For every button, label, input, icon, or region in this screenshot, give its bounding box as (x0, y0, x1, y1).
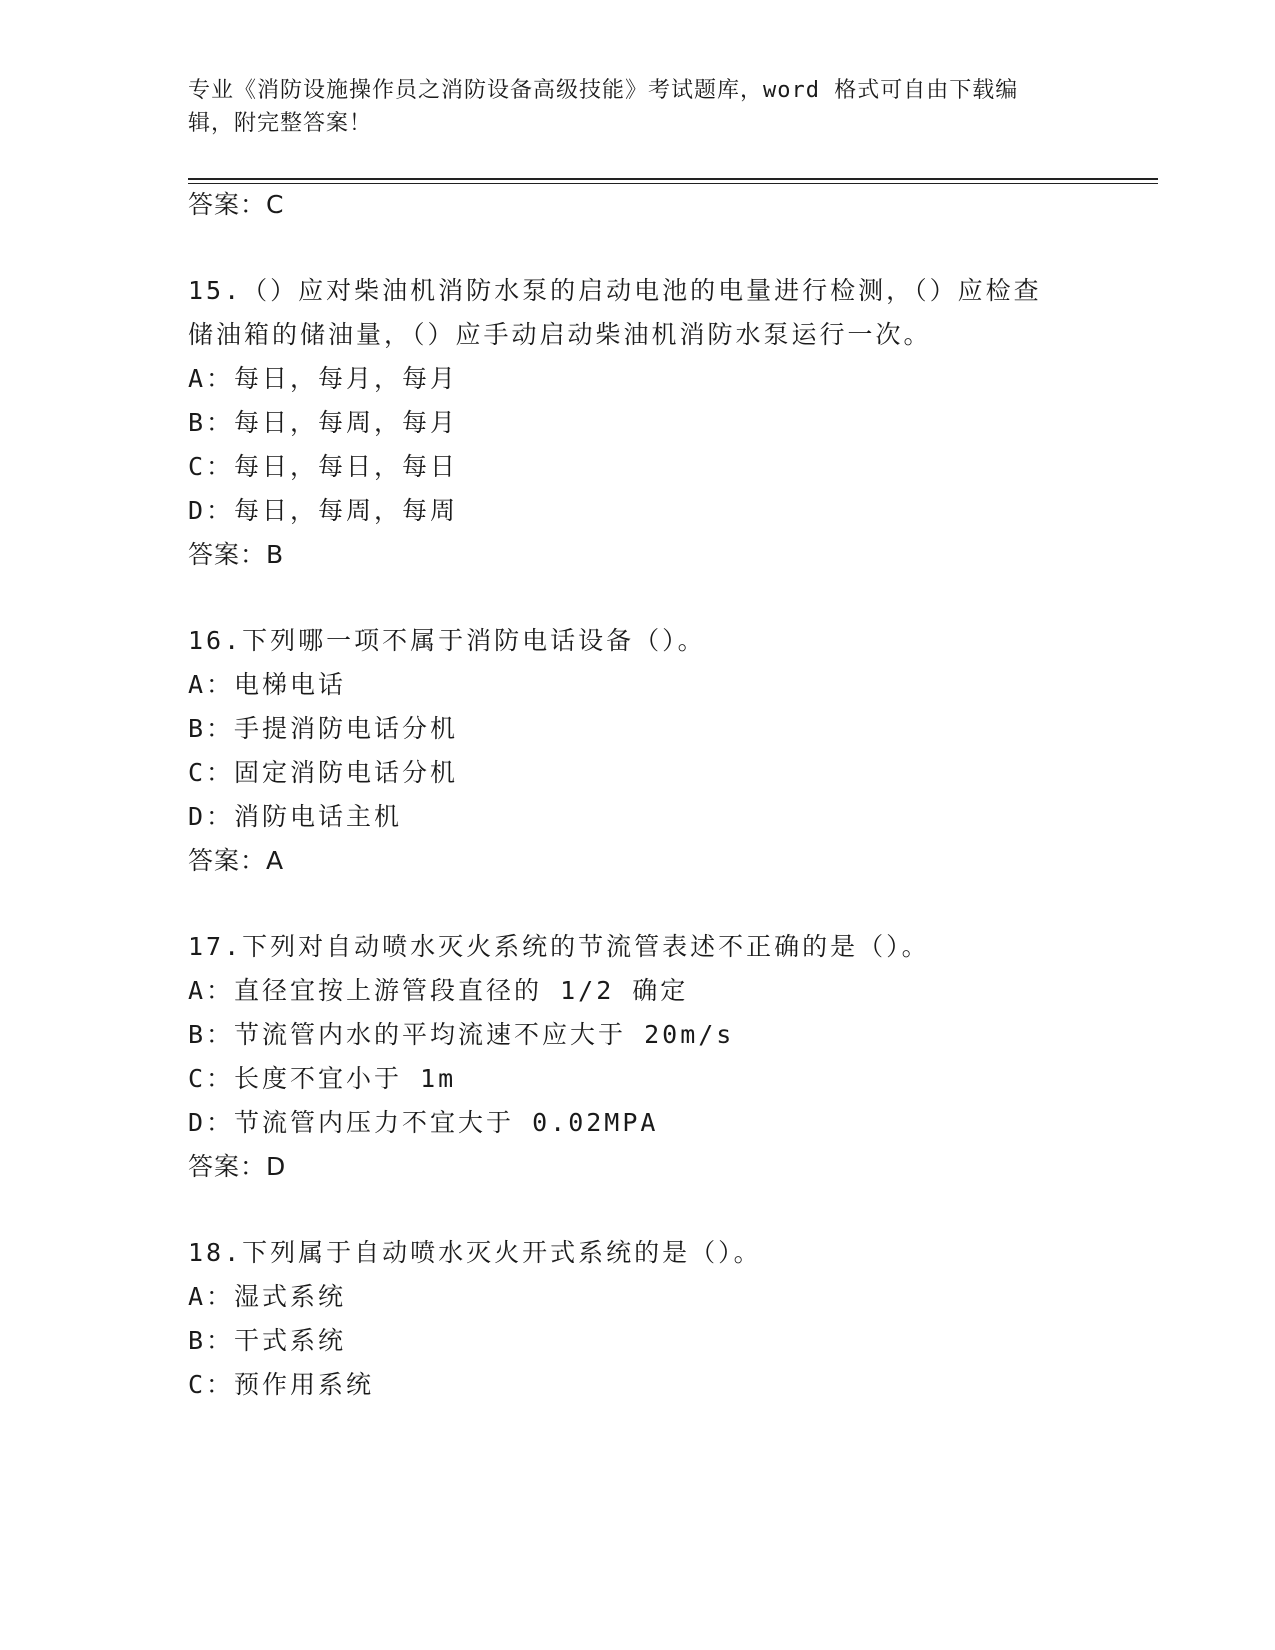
question-15-answer: 答案：B (188, 540, 285, 569)
question-17-option-a: A：直径宜按上游管段直径的 1/2 确定 (188, 976, 689, 1005)
question-18-option-c: C：预作用系统 (188, 1370, 375, 1399)
question-16-stem: 16.下列哪一项不属于消防电话设备（）。 (188, 626, 706, 655)
question-18-option-b: B：干式系统 (188, 1326, 347, 1355)
question-17-stem: 17.下列对自动喷水灭火系统的节流管表述不正确的是（）。 (188, 932, 930, 961)
question-17-option-b: B：节流管内水的平均流速不应大于 20m/s (188, 1020, 735, 1049)
header-line-2: 辑，附完整答案！ (188, 111, 373, 136)
document-header (188, 74, 1088, 140)
question-15-option-d: D：每日，每周，每周 (188, 496, 459, 525)
header-divider-thick (188, 178, 1158, 180)
question-16-option-c: C：固定消防电话分机 (188, 758, 459, 787)
question-15-option-b: B：每日，每周，每月 (188, 408, 459, 437)
question-15-stem-line-1: 15.（）应对柴油机消防水泵的启动电池的电量进行检测，（）应检查 (188, 276, 1042, 305)
question-15-stem-line-2: 储油箱的储油量，（）应手动启动柴油机消防水泵运行一次。 (188, 320, 932, 349)
question-16-option-d: D：消防电话主机 (188, 802, 403, 831)
question-15-option-c: C：每日，每日，每日 (188, 452, 459, 481)
question-17-option-d: D：节流管内压力不宜大于 0.02MPA (188, 1108, 659, 1137)
question-16-option-b: B：手提消防电话分机 (188, 714, 459, 743)
question-15-option-a: A：每日，每月，每月 (188, 364, 459, 393)
question-18-option-a: A：湿式系统 (188, 1282, 347, 1311)
header-divider-thin (188, 183, 1158, 184)
question-18-stem: 18.下列属于自动喷水灭火开式系统的是（）。 (188, 1238, 762, 1267)
header-line-1: 专业《消防设施操作员之消防设备高级技能》考试题库，word 格式可自由下载编 (188, 78, 1019, 103)
question-16-answer: 答案：A (188, 846, 285, 875)
question-17-option-c: C：长度不宜小于 1m (188, 1064, 457, 1093)
answer-prev: 答案：C (188, 190, 285, 219)
question-16-option-a: A：电梯电话 (188, 670, 347, 699)
question-17-answer: 答案：D (188, 1152, 287, 1181)
